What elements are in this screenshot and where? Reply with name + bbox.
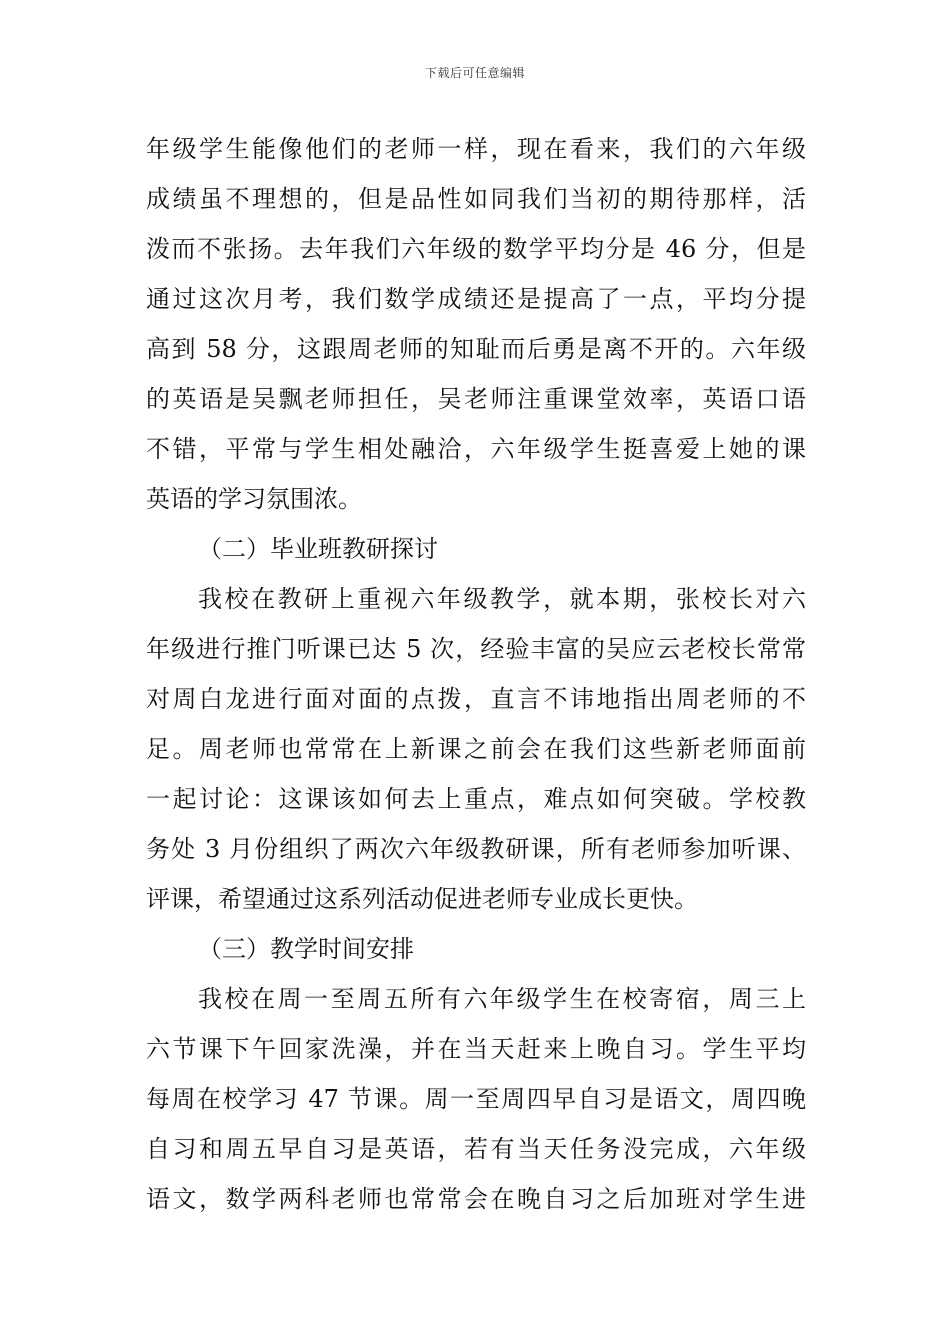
text-line: 高到 58 分，这跟周老师的知耻而后勇是离不开的。六年级 <box>146 335 806 363</box>
text-line: 务处 3 月份组织了两次六年级教研课，所有老师参加听课、 <box>146 835 806 863</box>
text-line: 每周在校学习 47 节课。周一至周四早自习是语文，周四晚 <box>146 1085 806 1113</box>
text-line: 泼而不张扬。去年我们六年级的数学平均分是 46 分，但是 <box>146 235 806 263</box>
text-line: 一起讨论：这课该如何去上重点，难点如何突破。学校教 <box>146 785 806 813</box>
text-line: 通过这次月考，我们数学成绩还是提高了一点，平均分提 <box>146 285 806 313</box>
body-text <box>146 124 806 1224</box>
text-line: 年级学生能像他们的老师一样，现在看来，我们的六年级 <box>146 135 806 163</box>
text-line: 我校在周一至周五所有六年级学生在校寄宿，周三上 <box>198 985 806 1013</box>
text-line: 英语的学习氛围浓。 <box>146 485 362 513</box>
text-line: 不错，平常与学生相处融洽，六年级学生挺喜爱上她的课 <box>146 435 806 463</box>
text-line: （三）教学时间安排 <box>198 935 414 963</box>
text-line: 的英语是吴飘老师担任，吴老师注重课堂效率，英语口语 <box>146 385 806 413</box>
text-line: 评课，希望通过这系列活动促进老师专业成长更快。 <box>146 885 698 913</box>
page-header: 下载后可任意编辑 <box>424 66 525 80</box>
text-line: 六节课下午回家洗澡，并在当天赶来上晚自习。学生平均 <box>146 1035 806 1063</box>
text-line: （二）毕业班教研探讨 <box>198 535 438 563</box>
text-line: 我校在教研上重视六年级教学，就本期，张校长对六 <box>198 585 806 613</box>
text-line: 自习和周五早自习是英语，若有当天任务没完成，六年级 <box>146 1135 806 1163</box>
text-line: 足。周老师也常常在上新课之前会在我们这些新老师面前 <box>146 735 806 763</box>
text-line: 对周白龙进行面对面的点拨，直言不讳地指出周老师的不 <box>146 685 806 713</box>
text-line: 语文，数学两科老师也常常会在晚自习之后加班对学生进 <box>146 1185 806 1213</box>
text-line: 成绩虽不理想的，但是品性如同我们当初的期待那样，活 <box>146 185 806 213</box>
text-line: 年级进行推门听课已达 5 次，经验丰富的吴应云老校长常常 <box>146 635 806 663</box>
